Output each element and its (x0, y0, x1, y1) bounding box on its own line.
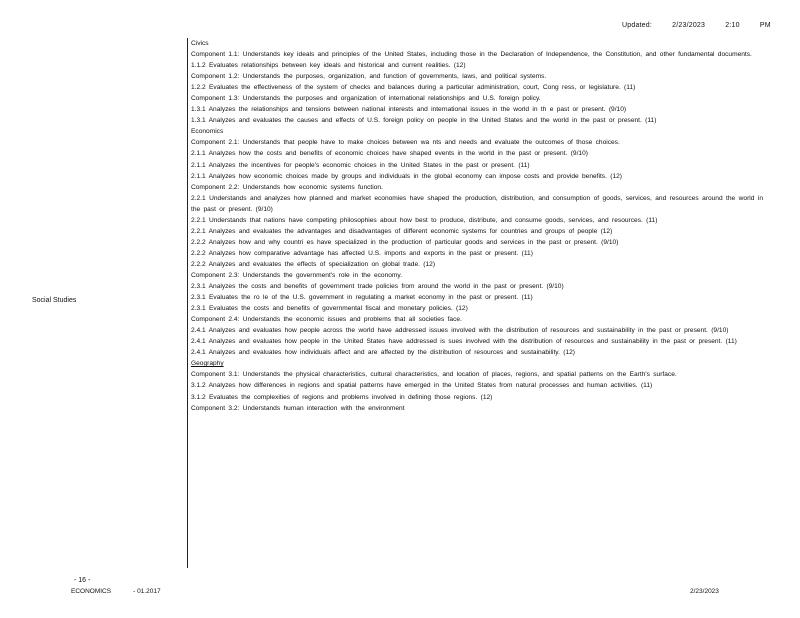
standards-list (191, 38, 763, 414)
standard-line: 2.3.1 Analyzes the costs and benefits of government trade policies from around the world in the past or present. (9/10) (191, 283, 564, 291)
standard-line: Component 1.1: Understands key ideals and principles of the United States, including those in the Declaration of Independence, the Constitution, and other fundamental documents. (191, 51, 752, 59)
standard-line: 2.2.2 Analyzes how comparative advantage has affected U.S. imports and exports in the past or present. (11) (191, 249, 533, 257)
page-number: - 16 - (74, 577, 91, 584)
standard-line: 2.4.1 Analyzes and evaluates how individuals affect and are affected by the distribution of resources and sustainability. (12) (191, 349, 575, 357)
standard-line: Component 3.1: Understands the physical characteristics, cultural characteristics, and location of places, regions, and spatial patterns on the Earth's surface. (191, 371, 677, 379)
standard-line: 2.4.1 Analyzes and evaluates how people across the world have addressed issues involved with the distribution of resources and sustainability in the past or present. (9/10) (191, 327, 729, 335)
updated-ampm: PM (759, 22, 771, 29)
footer-course (71, 588, 161, 595)
standard-line: Component 2.4: Understands the economic issues and problems that all societies face. (191, 316, 462, 324)
standard-line: Component 1.2: Understands the purposes, organization, and function of governments, laws, and political systems. (191, 73, 547, 81)
standard-line: 2.3.1 Evaluates the costs and benefits of governmental fiscal and monetary policies. (12) (191, 305, 468, 313)
updated-label: Updated: (622, 22, 653, 29)
standard-line: 3.1.2 Analyzes how differences in regions and spatial patterns have emerged in the United States from natural processes and human activities. (11) (191, 382, 653, 390)
standard-line: 2.4.1 Analyzes and evaluates how people in the United States have addressed is sues involved with the distribution of resources and sustainability in the past or present. (11) (191, 338, 737, 346)
standard-line: 1.2.2 Evaluates the effectiveness of the system of checks and balances during a particular administration, court, Cong ress, or legislature. (11) (191, 84, 636, 92)
updated-timestamp (622, 22, 789, 29)
standard-line: 2.2.1 Analyzes and evaluates the advantages and disadvantages of different economic systems for countries and groups of people (12) (191, 227, 613, 235)
standard-line: Component 3.2: Understands human interaction with the environment (191, 404, 405, 412)
standard-line: Component 2.3: Understands the government's role in the economy. (191, 271, 403, 279)
footer-course-name: ECONOMICS (71, 588, 112, 595)
column-divider (187, 38, 188, 568)
standard-line: Component 1.3: Understands the purposes and organization of international relationships and U.S. foreign policy. (191, 95, 541, 103)
standard-line: 1.1.2 Evaluates relationships between key ideals and historical and current realities. (12) (191, 62, 466, 70)
standard-line: Component 2.2: Understands how economic systems function. (191, 183, 383, 191)
standard-line: 2.3.1 Evaluates the ro le of the U.S. government in regulating a market economy in the past or present. (11) (191, 294, 533, 302)
standard-line: 3.1.2 Evaluates the complexities of regions and problems involved in defining those regions. (12) (191, 393, 493, 401)
section-heading: Geography (191, 360, 224, 368)
updated-time: 2:10 (725, 22, 740, 29)
standard-line: Component 2.1: Understands that people have to make choices between wa nts and needs and evaluate the outcomes of those choices. (191, 139, 620, 147)
standard-line: 2.2.1 Understands that nations have competing philosophies about how best to produce, distribute, and consume goods, services, and resources. (11) (191, 216, 658, 224)
footer-date: 2/23/2023 (690, 588, 719, 595)
standard-line: 2.2.2 Analyzes and evaluates the effects of specialization on global trade. (12) (191, 260, 436, 268)
standard-line: 1.3.1 Analyzes the relationships and tensions between national interests and international issues in the world in th e past or present. (9/10) (191, 106, 627, 114)
standard-line: 2.1.1 Analyzes how economic choices made by groups and individuals in the global economy can impose costs and provide benefits. (12) (191, 172, 622, 180)
standard-line: 1.3.1 Analyzes and evaluates the causes and effects of U.S. foreign policy on people in the United States and the world in the past or present. (11) (191, 117, 657, 125)
subject-label: Social Studies (32, 297, 77, 304)
standard-line: 2.1.1 Analyzes the incentives for people's economic choices in the United States in the past or present. (11) (191, 161, 530, 169)
standard-line: 2.2.1 Understands and analyzes how planned and market economies have shaped the production, distribution, and consumption of goods, services, and resources around the world in the past or present. (9/10) (191, 194, 763, 213)
section-heading: Economics (191, 128, 224, 136)
footer-version: - 01.2017 (133, 588, 161, 595)
standard-line: 2.1.1 Analyzes how the costs and benefits of economic choices have shaped events in the world in the past or present. (9/10) (191, 150, 588, 158)
updated-date: 2/23/2023 (672, 22, 706, 29)
standard-line: 2.2.2 Analyzes how and why countri es have specialized in the production of particular goods and services in the past or present. (9/10) (191, 238, 619, 246)
section-heading: Civics (191, 40, 209, 47)
